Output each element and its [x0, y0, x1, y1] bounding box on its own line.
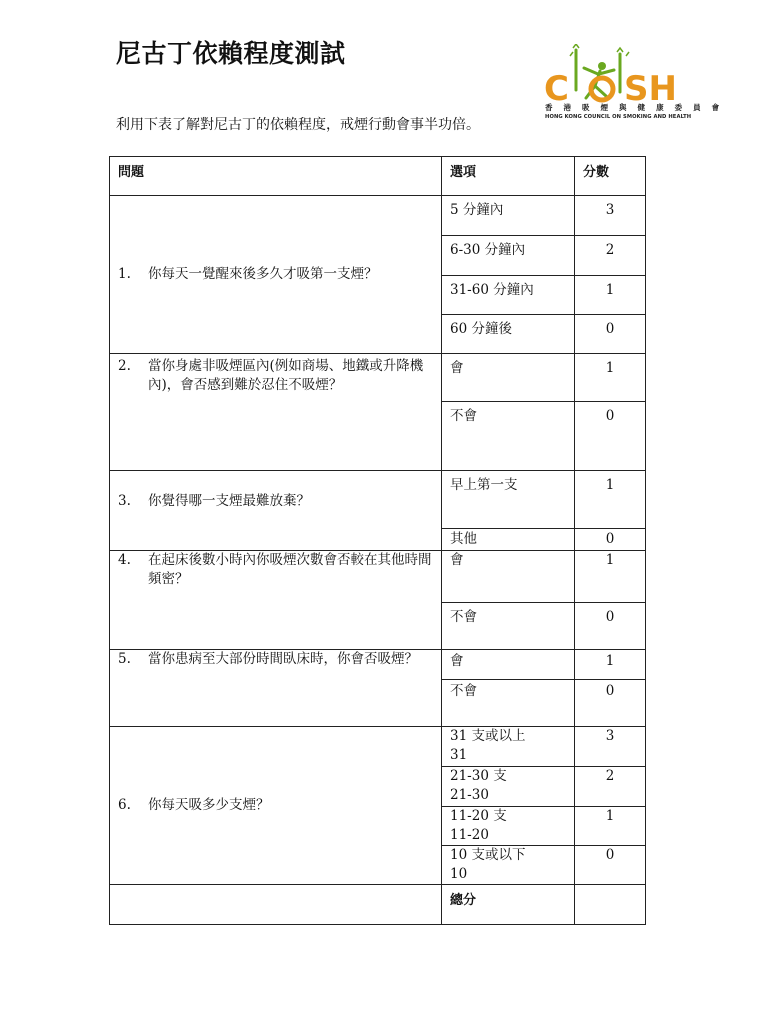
table-header-row [110, 157, 646, 196]
question-2-cell [110, 354, 442, 471]
option-cell: 不會 [442, 680, 575, 727]
svg-text:SH: SH [624, 69, 677, 109]
question-6-cell [110, 727, 442, 885]
question-2: 2. 當你身處非吸煙區內(例如商場、地鐵或升降機內)，會否感到難於忍住不吸煙？ [118, 358, 424, 393]
option-cell: 早上第一支 [442, 471, 575, 529]
score-cell: 0 [575, 680, 646, 727]
total-label: 總分 [450, 893, 477, 908]
score-cell: 2 [575, 236, 646, 276]
table-row [110, 354, 646, 402]
score-cell: 0 [575, 846, 646, 885]
table-row [110, 727, 646, 767]
score-cell: 1 [575, 551, 646, 603]
score-cell: 3 [575, 727, 646, 767]
question-6: 6. 你每天吸多少支煙？ [118, 797, 270, 813]
total-label-cell [442, 885, 575, 925]
table-row [110, 471, 646, 529]
option-cell: 5 分鐘內 [442, 196, 575, 236]
score-cell: 1 [575, 807, 646, 846]
score-cell: 3 [575, 196, 646, 236]
header-option: 選項 [442, 157, 575, 196]
option-cell: 31-60 分鐘內 [442, 276, 575, 315]
svg-text:C: C [544, 69, 569, 109]
score-cell: 0 [575, 529, 646, 551]
option-cell: 10 支或以下 10 [442, 846, 575, 885]
score-cell: 1 [575, 471, 646, 529]
score-cell: 1 [575, 276, 646, 315]
question-5: 5. 當你患病至大部份時間臥床時，你會否吸煙？ [118, 651, 418, 667]
option-cell: 會 [442, 354, 575, 402]
score-cell: 2 [575, 767, 646, 807]
option-cell: 11-20 支 11-20 [442, 807, 575, 846]
option-cell: 不會 [442, 603, 575, 650]
total-row [110, 885, 646, 925]
logo-subtitle-en: HONG KONG COUNCIL ON SMOKING AND HEALTH [545, 114, 692, 120]
question-1: 1. 你每天一覺醒來後多久才吸第一支煙？ [118, 266, 378, 282]
option-cell: 會 [442, 551, 575, 603]
score-cell: 1 [575, 650, 646, 680]
total-empty-cell [110, 885, 442, 925]
header-score: 分數 [575, 157, 646, 196]
page-title: 尼古丁依賴程度測試 [116, 39, 346, 68]
option-cell: 60 分鐘後 [442, 315, 575, 354]
score-cell: 0 [575, 603, 646, 650]
question-3-cell [110, 471, 442, 551]
question-5-cell [110, 650, 442, 727]
table-row [110, 196, 646, 236]
option-cell: 31 支或以上 31 [442, 727, 575, 767]
score-cell: 0 [575, 402, 646, 471]
header-question: 問題 [110, 157, 442, 196]
nicotine-quiz-table [109, 156, 646, 925]
score-cell: 0 [575, 315, 646, 354]
question-3: 3. 你覺得哪一支煙最難放棄？ [118, 493, 310, 509]
option-cell: 21-30 支 21-30 [442, 767, 575, 807]
option-cell: 其他 [442, 529, 575, 551]
option-cell: 6-30 分鐘內 [442, 236, 575, 276]
intro-text: 利用下表了解對尼古丁的依賴程度，戒煙行動會事半功倍。 [116, 117, 480, 133]
logo-subtitle-zh: 香 港 吸 煙 與 健 康 委 員 會 [545, 103, 724, 112]
total-score-cell[interactable] [575, 885, 646, 925]
table-row [110, 650, 646, 680]
table-row [110, 551, 646, 603]
option-cell: 會 [442, 650, 575, 680]
question-4-cell [110, 551, 442, 650]
question-1-cell [110, 196, 442, 354]
score-cell: 1 [575, 354, 646, 402]
option-cell: 不會 [442, 402, 575, 471]
question-4: 4. 在起床後數小時內你吸煙次數會否較在其他時間頻密？ [118, 552, 432, 587]
